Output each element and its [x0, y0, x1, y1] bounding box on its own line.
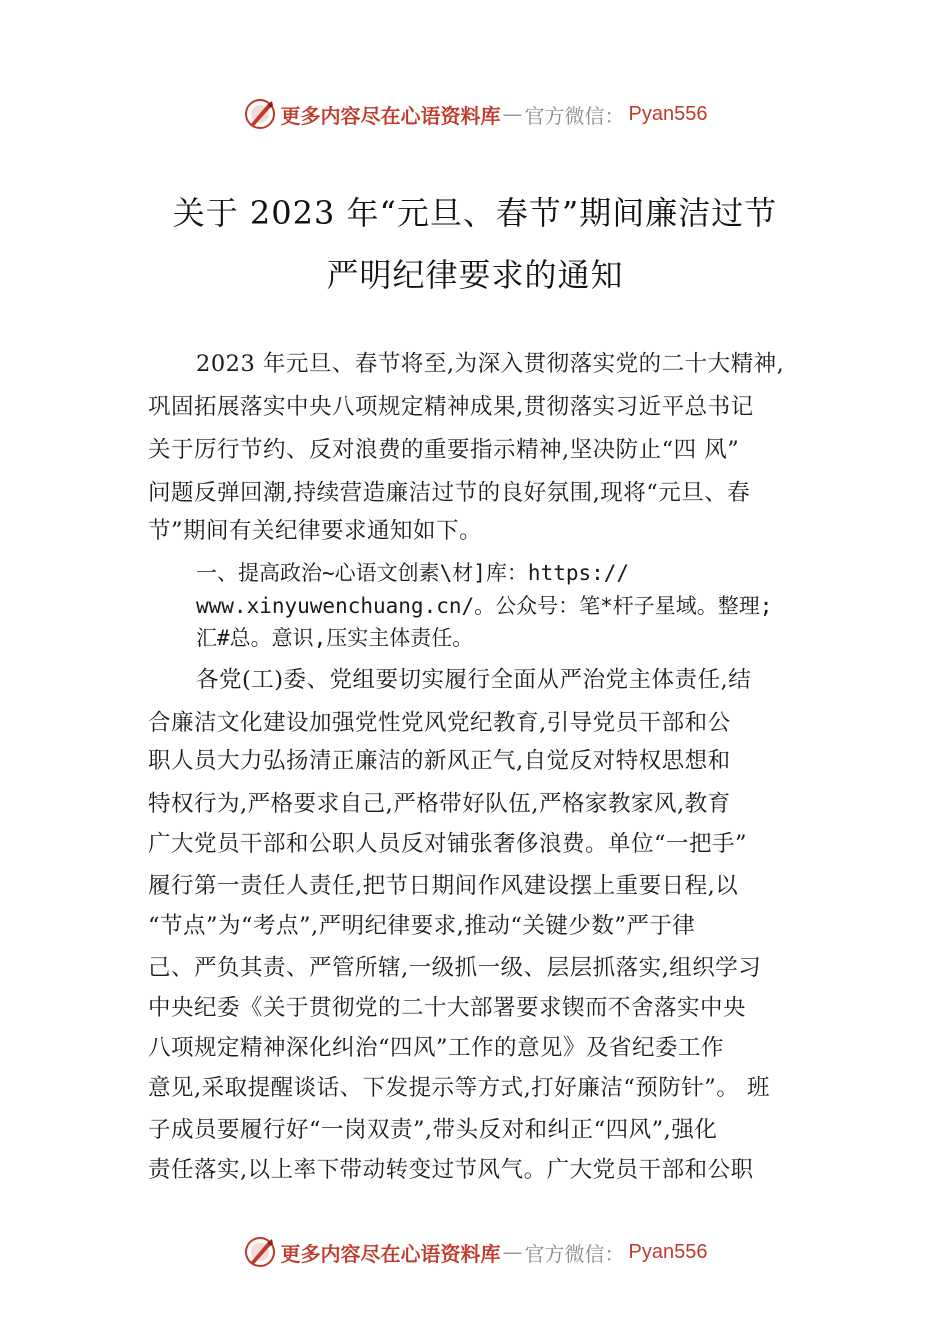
- body-line: 节”期间有关纪律要求通知如下。: [148, 518, 483, 544]
- body-line: 己、严负其责、严管所辖,一级抓一级、层层抓落实,组织学习: [148, 955, 762, 981]
- body-line: “节点”为“考点”,严明纪律要求,推动“关键少数”严于律: [148, 913, 696, 939]
- watermark-line: 汇#总。意识,压实主体责任。: [196, 626, 474, 650]
- body-line: 子成员要履行好“一岗双责”,带头反对和纠正“四风”,强化: [148, 1117, 718, 1143]
- banner-library-text: 更多内容尽在心语资料库: [280, 103, 501, 128]
- banner-wechat-label: 官方微信：: [524, 1241, 625, 1266]
- quill-seal-icon: [243, 97, 277, 131]
- body-line: 中央纪委《关于贯彻党的二十大部署要求锲而不舍落实中央: [148, 995, 747, 1021]
- body-line: 意见,采取提醒谈话、下发提示等方式,打好廉洁“预防针”。 班: [148, 1075, 770, 1101]
- body-line: 各党(工)委、党组要切实履行全面从严治党主体责任,结: [196, 667, 752, 693]
- body-line: 职人员大力弘扬清正廉洁的新风正气,自觉反对特权思想和: [148, 748, 731, 774]
- banner-library-text: 更多内容尽在心语资料库: [280, 1241, 501, 1266]
- header-banner: [0, 94, 950, 134]
- body-line: 八项规定精神深化纠治“四风”工作的意见》及省纪委工作: [148, 1035, 725, 1061]
- banner-dash: —: [502, 102, 523, 126]
- body-line: 合廉洁文化建设加强党性党风党纪教育,引导党员干部和公: [148, 710, 731, 736]
- body-line: 关于厉行节约、反对浪费的重要指示精神,坚决防止“四 风”: [148, 437, 740, 463]
- document-title-line-2: 严明纪律要求的通知: [326, 256, 624, 294]
- quill-seal-icon: [243, 1235, 277, 1269]
- document-title-line-1: 关于 2023 年“元旦、春节”期间廉洁过节: [172, 194, 778, 232]
- body-line: 特权行为,严格要求自己,严格带好队伍,严格家教家风,教育: [148, 791, 731, 817]
- banner-dash: —: [502, 1240, 523, 1264]
- body-line: 2023 年元旦、春节将至,为深入贯彻落实党的二十大精神,: [196, 351, 785, 377]
- body-line: 履行第一责任人责任,把节日期间作风建设摆上重要日程,以: [148, 873, 739, 899]
- footer-banner: [0, 1232, 950, 1272]
- body-line: 广大党员干部和公职人员反对铺张奢侈浪费。单位“一把手”: [148, 831, 748, 857]
- watermark-line: 一、提高政治~心语文创素\材]库：https://: [196, 561, 630, 585]
- body-line: 责任落实,以上率下带动转变过节风气。广大党员干部和公职: [148, 1157, 754, 1183]
- watermark-line: www.xinyuwenchuang.cn/。公众号：笔*杆子星域。整理;: [196, 594, 773, 618]
- banner-wechat-label: 官方微信：: [524, 103, 625, 128]
- body-line: 巩固拓展落实中央八项规定精神成果,贯彻落实习近平总书记: [148, 394, 754, 420]
- banner-wechat-id: Pyan556: [628, 102, 708, 125]
- body-line: 问题反弹回潮,持续营造廉洁过节的良好氛围,现将“元旦、春: [148, 480, 751, 506]
- banner-wechat-id: Pyan556: [628, 1240, 708, 1263]
